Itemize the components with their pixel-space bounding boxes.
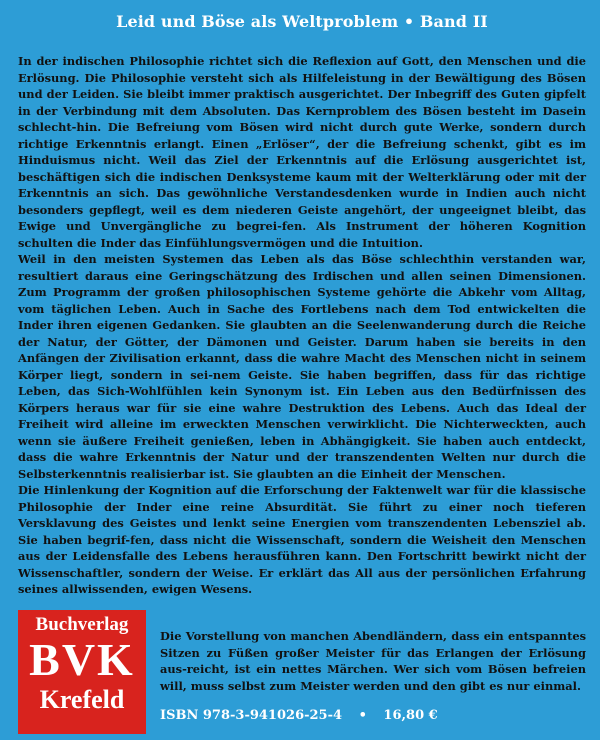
price: 16,80 €	[383, 708, 438, 723]
blurb-body	[18, 53, 586, 598]
logo-line-2: BVK	[29, 634, 135, 685]
bottom-section	[18, 600, 586, 735]
closing-paragraph: Die Vorstellung von manchen Abendländern, dass ein entspanntes Sitzen zu Füßen großer Meister für das Erlangen der Erlösung aus-reicht, ist ein nettes Märchen. Wer sich vom Bösen befreien will, muss selbst zum Meister werden und den gibt es nur einmal.	[160, 629, 586, 693]
page-title: Leid und Böse als Weltproblem • Band II	[116, 12, 488, 31]
logo-line-1: Buchverlag	[35, 614, 129, 635]
separator-bullet: •	[358, 708, 367, 723]
blurb-paragraph-2: Weil in den meisten Systemen das Leben als das Böse schlechthin verstanden war, resultiert daraus eine Geringschätzung des Irdischen und allen seinen Dimensionen. Zum Programm der großen philosophischen Systeme gehörte die Abkehr vom Alltag, vom täglichen Leben. Auch in Sache des Fortlebens nach dem Tod entwickelten die Inder ihren eigenen Gedanken. Sie glaubten an die Seelenwanderung durch die Reiche der Natur, der Götter, der Dämonen und Geister. Darum haben sie bereits in den Anfängen der Zivilisation erkannt, dass die wahre Macht des Menschen nicht in seinem Körper liegt, sondern in sei-nem Geiste. Sie haben begriffen, dass für das richtige Leben, das Sich-Wohlfühlen kein Synonym ist. Ein Leben aus den Bedürfnissen des Körpers heraus war für sie eine wahre Destruktion des Lebens. Auch das Ideal der Freiheit wird alleine im erweckten Menschen verwirklicht. Die Nichterweckten, auch wenn sie äußere Freiheit genießen, leben in Abhängigkeit. Sie haben auch entdeckt, dass die wahre Erkenntnis der Natur und der transzendenten Welten nur durch die Selbsterkenntnis realisierbar ist. Sie glaubten an die Einheit der Menschen.	[18, 252, 586, 481]
blurb-paragraph-1: In der indischen Philosophie richtet sich die Reflexion auf Gott, den Menschen und die Erlösung. Die Philosophie versteht sich als Hilfeleistung in der Bewältigung des Bösen und der Leiden. Sie bleibt immer praktisch ausgerichtet. Der Inbegriff des Guten gipfelt in der Verbindung mit dem Absoluten. Das Kernproblem des Bösen besteht im Dasein schlecht-hin. Die Befreiung vom Bösen wird nicht durch gute Werke, sondern durch richtige Erkenntnis erlangt. Einen „Erlöser“, der die Befreiung schenkt, gibt es im Hinduismus nicht. Weil das Ziel der Erkenntnis auf die Erlösung ausgerichtet ist, beschäftigen sich die indischen Denksysteme kaum mit der Welterklärung oder mit der Erkenntnis an sich. Das gewöhnliche Verstandesdenken wurde in Indien auch nicht besonders gepflegt, weil es dem niederen Geiste angehört, der ungeeignet bleibt, das Ewige und Unvergängliche zu begrei-fen. Als Instrument der höheren Kognition schulten die Inder das Einfühlungsvermögen und die Intuition.	[18, 54, 586, 250]
isbn-price-line	[160, 708, 450, 723]
publisher-logo	[18, 610, 146, 734]
logo-line-3: Krefeld	[39, 685, 125, 714]
blurb-paragraph-3: Die Hinlenkung der Kognition auf die Erforschung der Faktenwelt war für die klassische Philosophie der Inder eine reine Absurdität. Sie führt zu einer noch tieferen Versklavung des Geistes und lenkt seine Energien vom transzendenten Lebensziel ab. Sie haben begrif-fen, dass nicht die Wissenschaft, sondern die Weisheit den Menschen aus der Leidensfalle des Lebens herausführen kann. Den Fortschritt bewirkt nicht der Wissenschaftler, sondern der Weise. Er erklärt das All aus der persönlichen Erfahrung seines allwissenden, ewigen Wesens.	[18, 483, 586, 596]
isbn-number: ISBN 978-3-941026-25-4	[160, 708, 343, 723]
